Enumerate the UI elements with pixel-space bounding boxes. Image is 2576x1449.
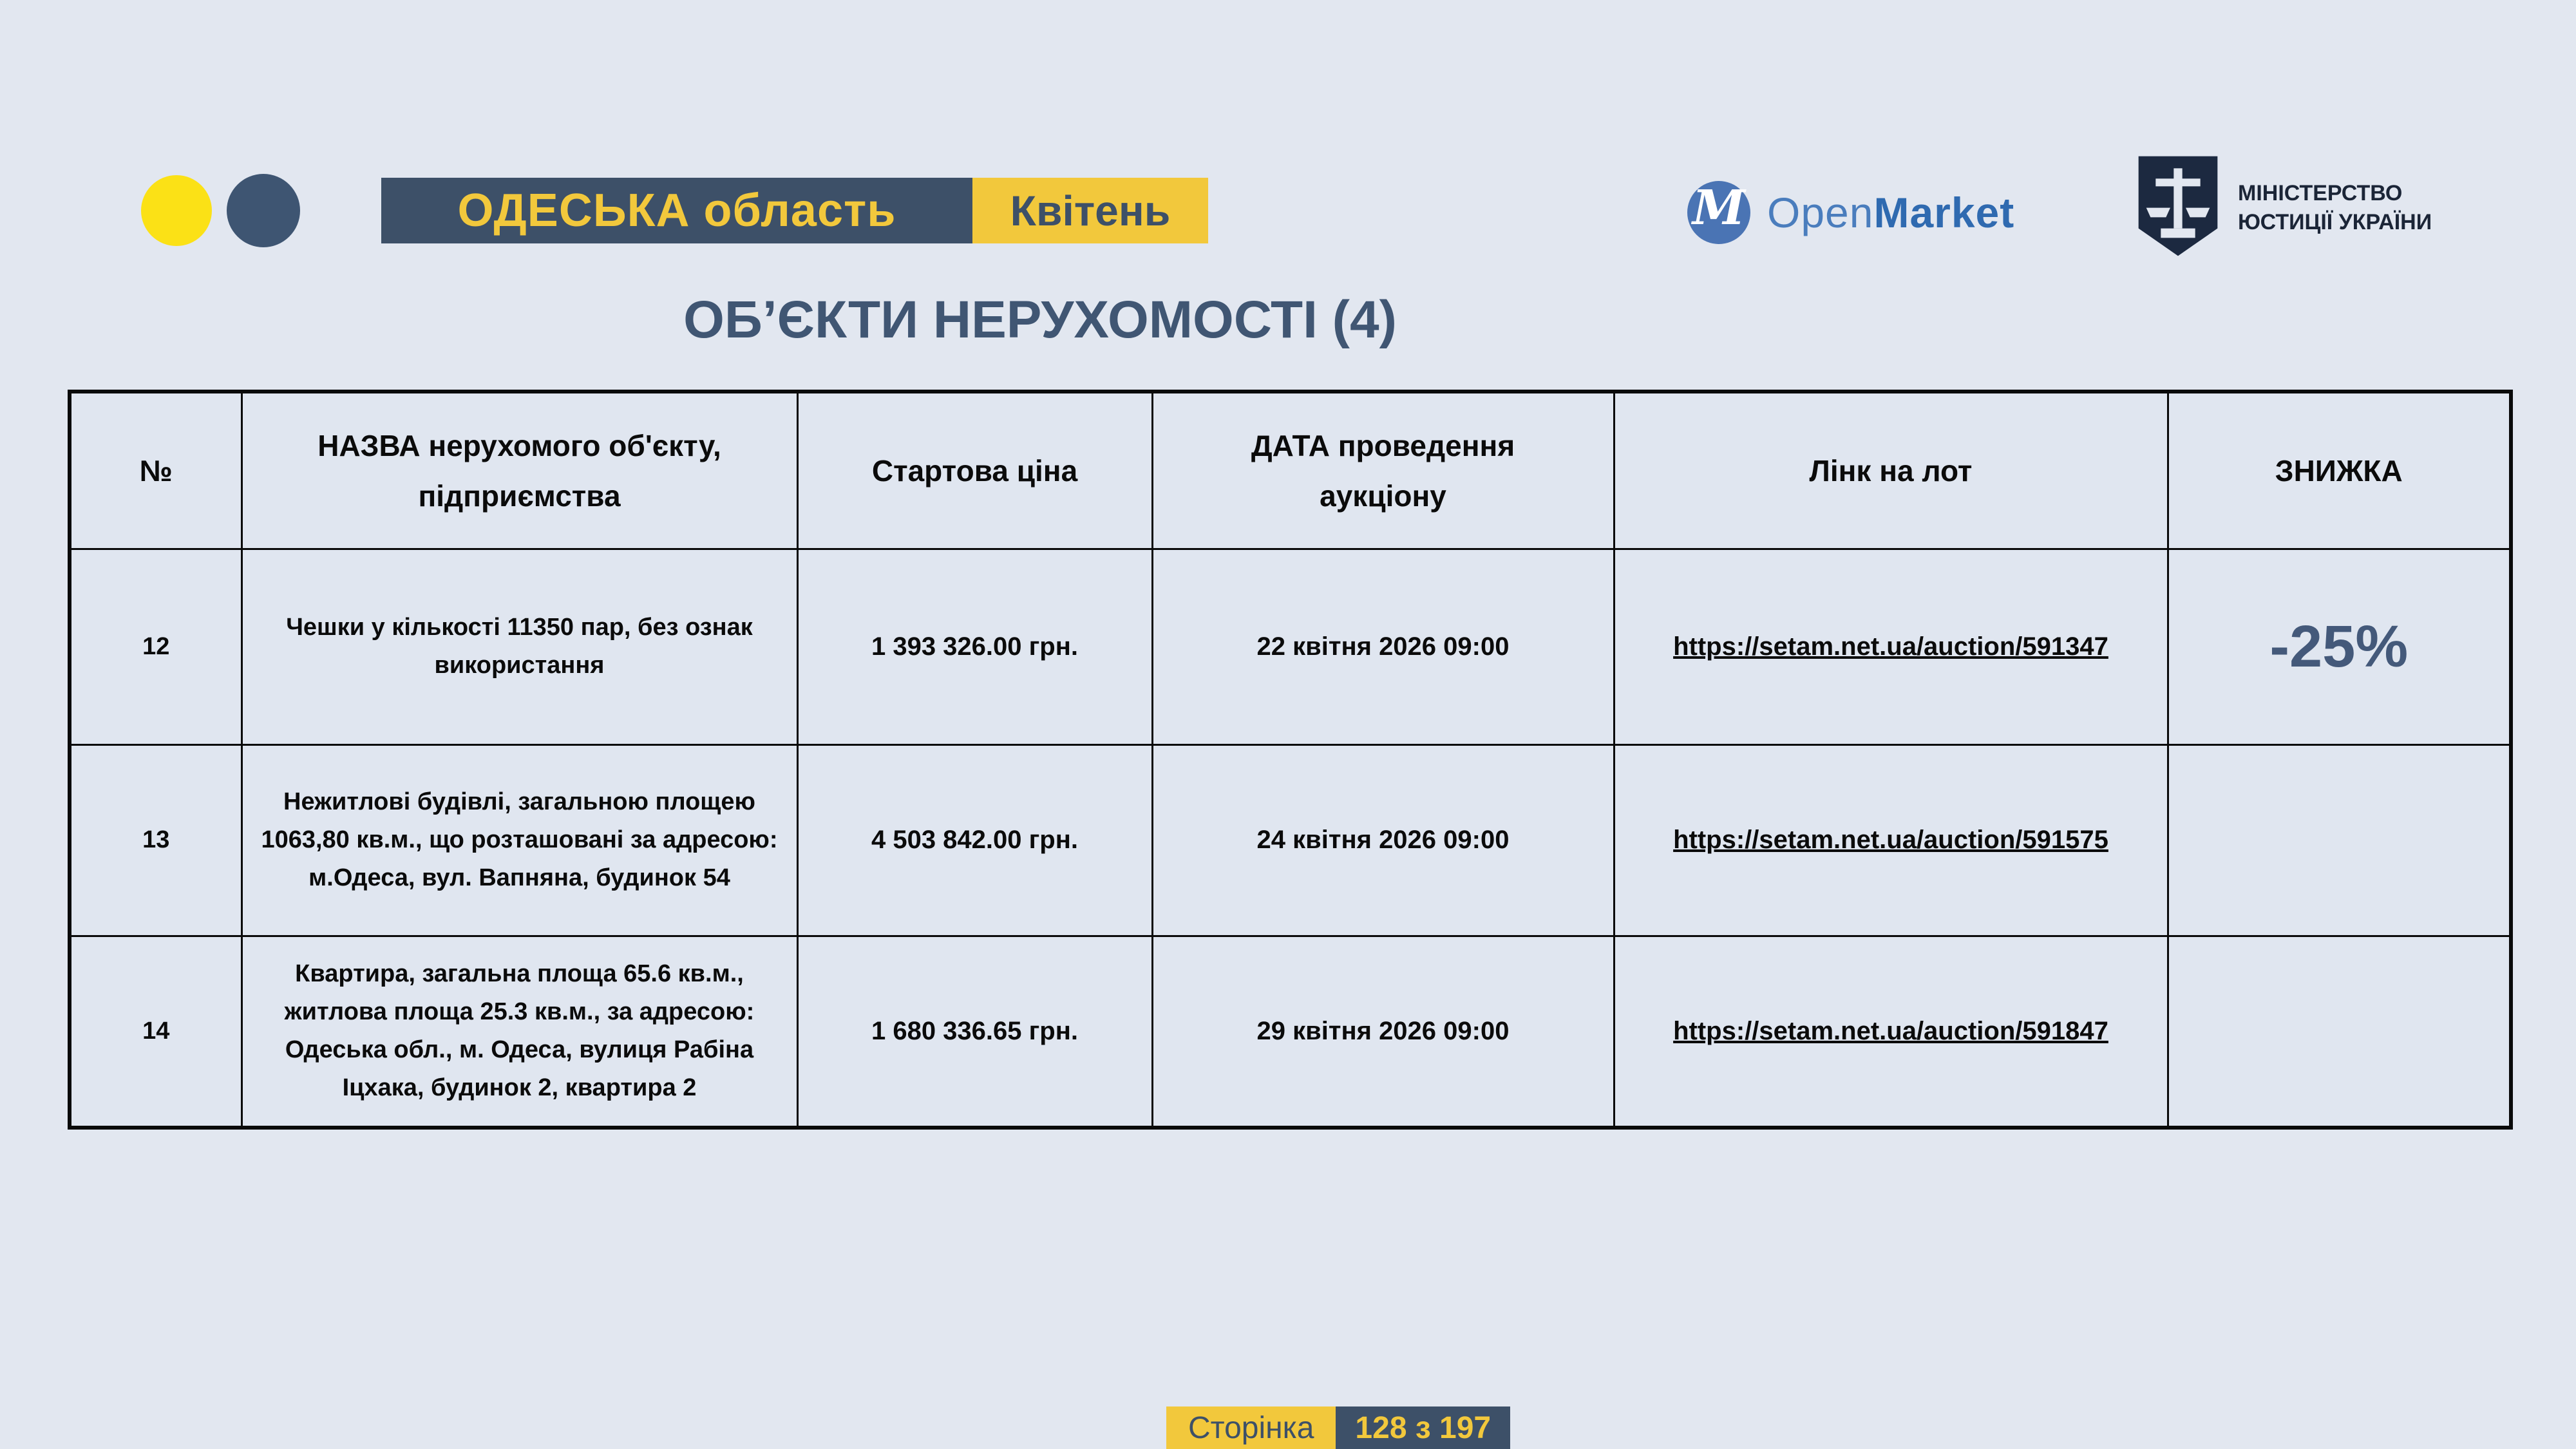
lot-number: 12 [70,549,242,744]
header-name: НАЗВА нерухомого об'єкту, підприємства [242,392,797,549]
month-banner [972,178,1208,243]
openmarket-word-open: Open [1767,189,1874,236]
lot-discount: -25% [2168,549,2511,744]
page-indicator-value: 128 з 197 [1336,1406,1510,1449]
openmarket-monogram-icon: M [1687,181,1750,244]
lot-start-price: 4 503 842.00 грн. [797,744,1152,936]
table-row [70,549,2511,744]
page-title: ОБ’ЄКТИ НЕРУХОМОСТІ (4) [683,290,1397,349]
justice-shield-icon [2135,155,2221,258]
region-banner [381,178,972,243]
openmarket-word-market: Market [1873,189,2015,236]
table-header-row [70,392,2511,549]
yellow-dot-icon [141,175,212,246]
header-link: Лінк на лот [1614,392,2168,549]
lot-link-cell [1614,936,2168,1128]
header-discount: ЗНИЖКА [2168,392,2511,549]
lot-link-cell [1614,744,2168,936]
openmarket-logo [1687,174,2014,251]
table-row [70,936,2511,1128]
lot-name: Квартира, загальна площа 65.6 кв.м., житлова площа 25.3 кв.м., за адресою: Одеська обл., м. Одеса, вулиця Рабіна Іцхака, будинок 2, квартира 2 [242,936,797,1128]
month-label: Квітень [1010,187,1171,234]
header-num: № [70,392,242,549]
lot-link[interactable]: https://setam.net.ua/auction/591575 [1673,826,2108,854]
header-price: Стартова ціна [797,392,1152,549]
lot-number: 13 [70,744,242,936]
openmarket-wordmark [1767,188,2014,237]
lots-table [68,390,2513,1130]
page-indicator [1166,1406,1510,1449]
lot-start-price: 1 393 326.00 грн. [797,549,1152,744]
dark-dot-icon [227,174,300,247]
header-date: ДАТА проведення аукціону [1152,392,1614,549]
lot-auction-date: 29 квітня 2026 09:00 [1152,936,1614,1128]
lot-auction-date: 22 квітня 2026 09:00 [1152,549,1614,744]
table-row [70,744,2511,936]
lot-auction-date: 24 квітня 2026 09:00 [1152,744,1614,936]
ministry-name: МІНІСТЕРСТВО ЮСТИЦІЇ УКРАЇНИ [2238,181,2432,234]
lot-discount [2168,744,2511,936]
page-indicator-label: Сторінка [1166,1406,1336,1449]
lot-number: 14 [70,936,242,1128]
lot-link-cell [1614,549,2168,744]
lot-discount [2168,936,2511,1128]
ministry-logo [2135,155,2432,258]
lot-name: Чешки у кількості 11350 пар, без ознак використання [242,549,797,744]
region-label: ОДЕСЬКА область [457,185,896,236]
lot-start-price: 1 680 336.65 грн. [797,936,1152,1128]
lot-link[interactable]: https://setam.net.ua/auction/591847 [1673,1016,2108,1045]
lot-name: Нежитлові будівлі, загальною площею 1063,80 кв.м., що розташовані за адресою: м.Одеса, вул. Вапняна, будинок 54 [242,744,797,936]
lot-link[interactable]: https://setam.net.ua/auction/591347 [1673,632,2108,661]
